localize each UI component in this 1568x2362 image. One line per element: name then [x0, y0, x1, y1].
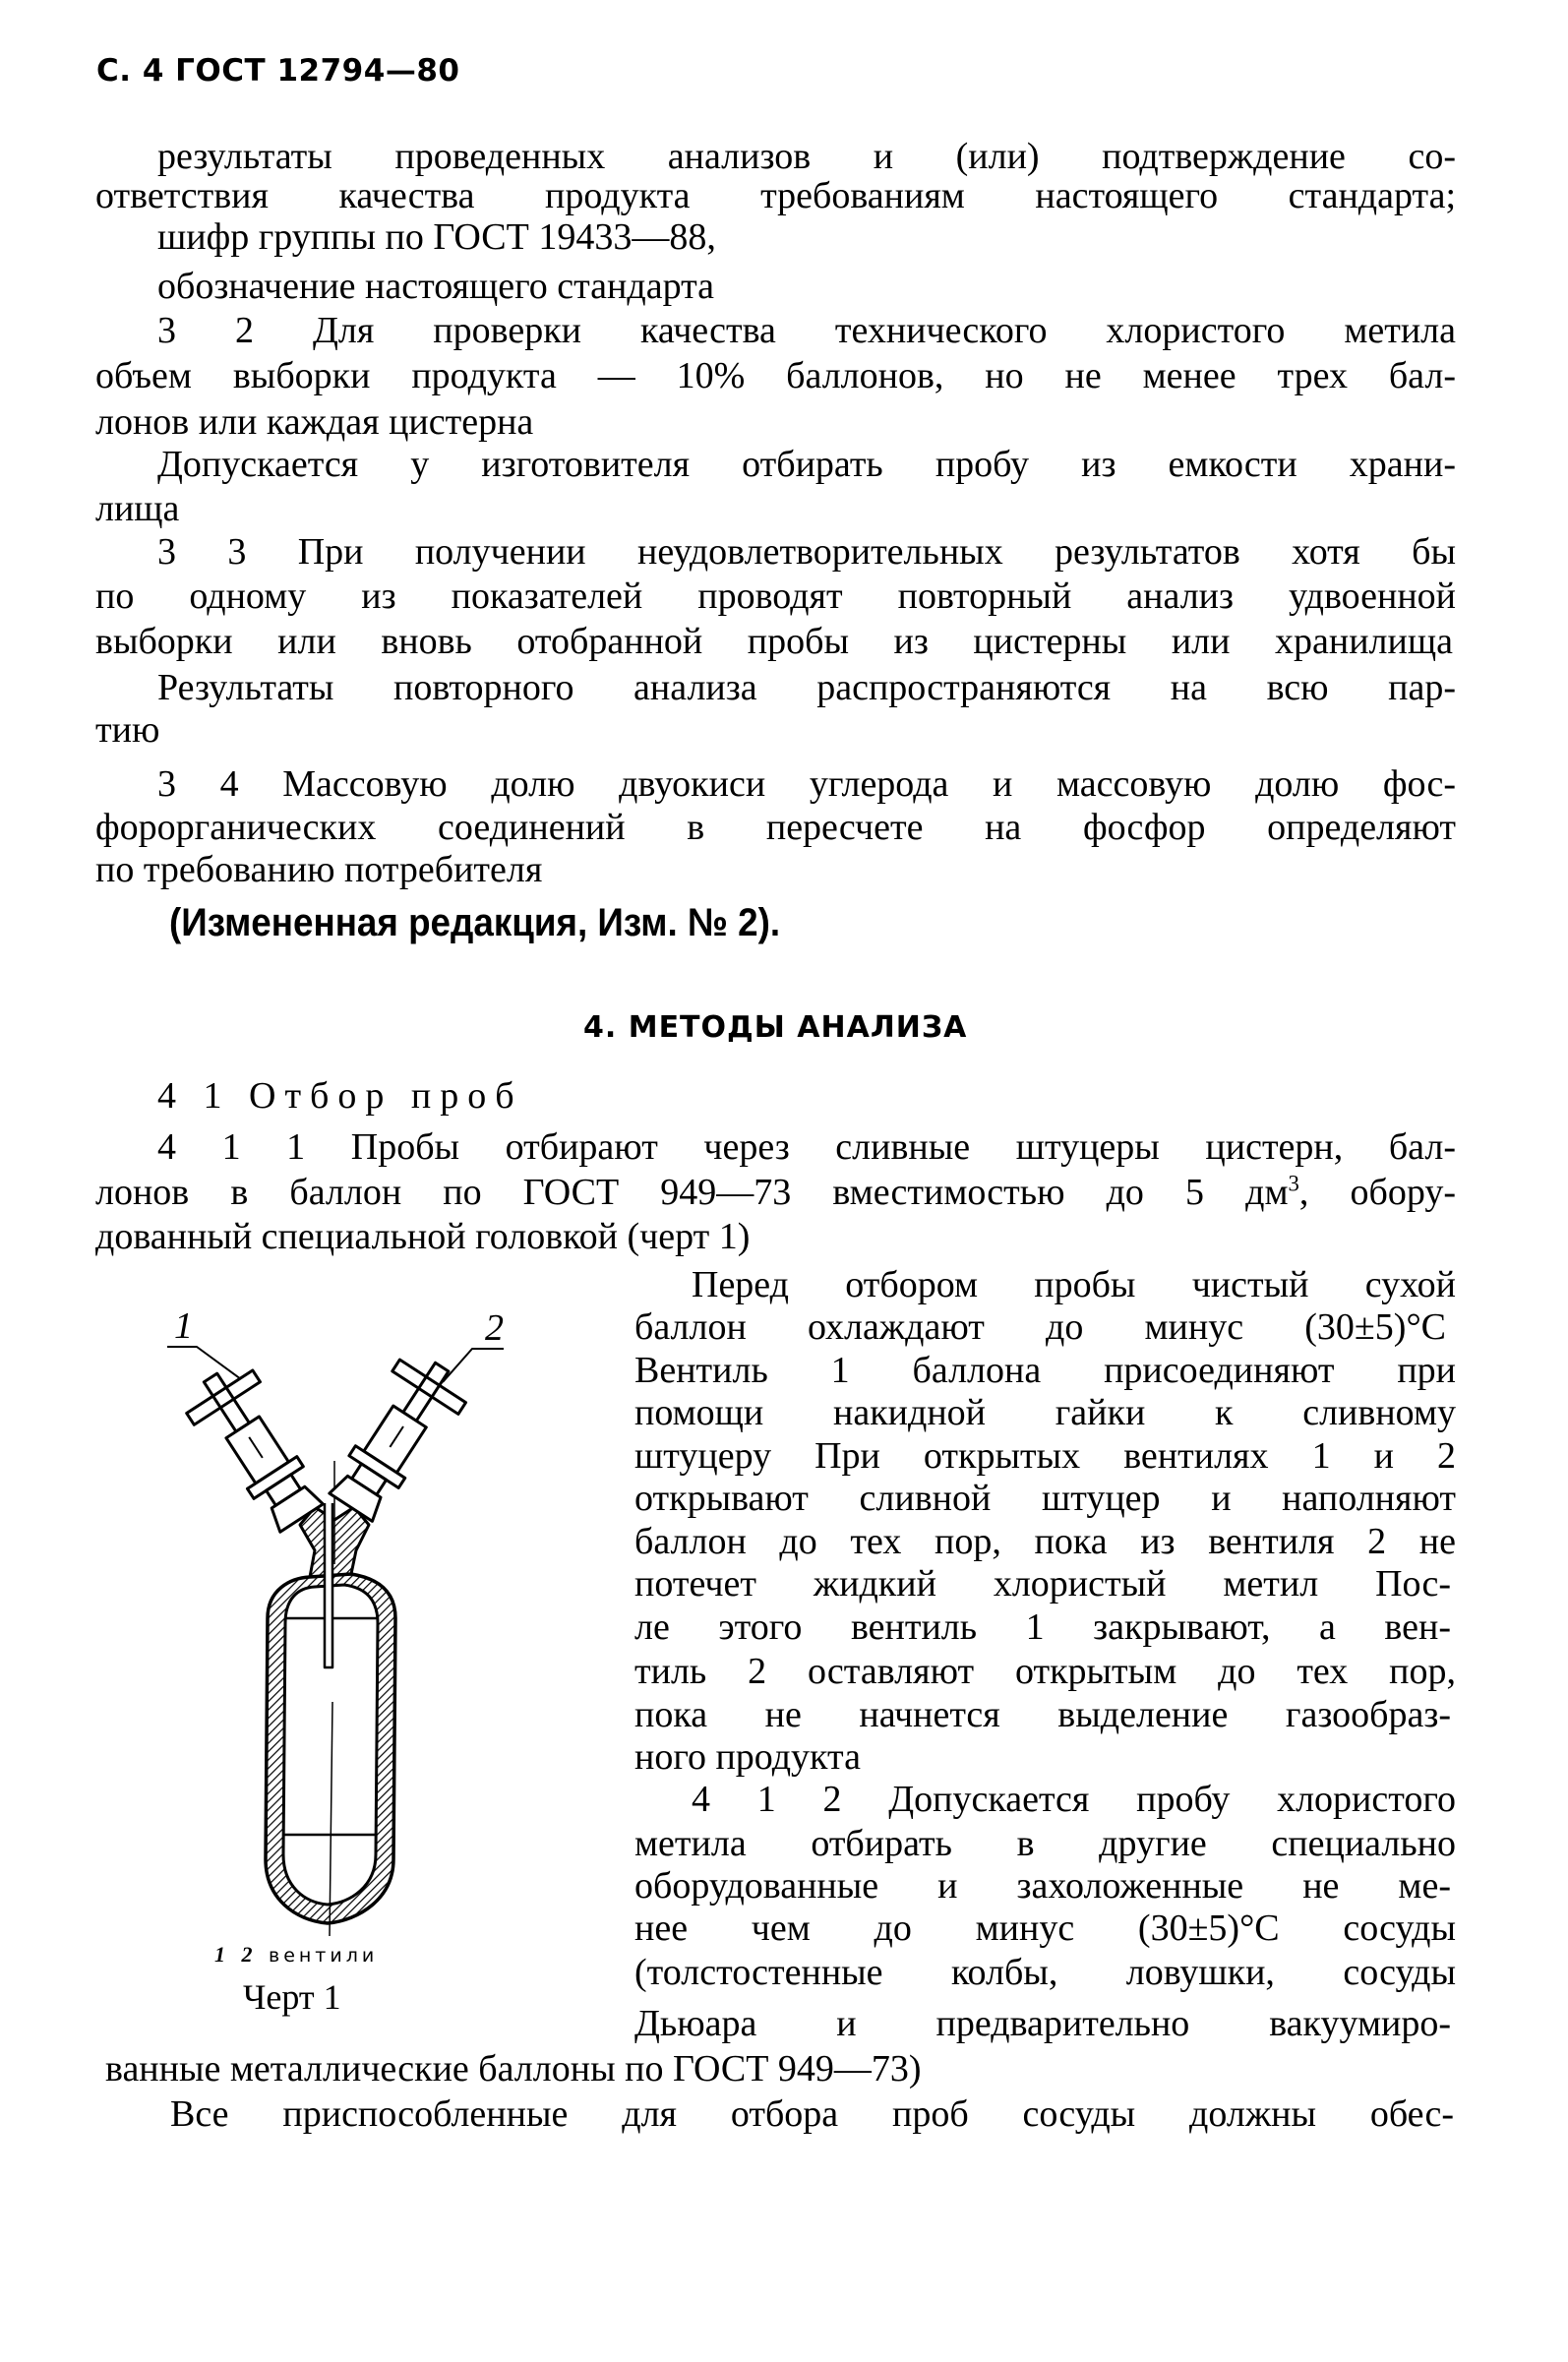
line-text: лонов в баллон по ГОСТ 949—73 вместимостью до 5 дм — [95, 1172, 1289, 1213]
sampling-cylinder-drawing — [148, 1279, 541, 1948]
amendment-note: (Измененная редакция, Изм. № 2). — [169, 901, 781, 944]
clause-4-1-1-line: 4 1 1 Пробы отбирают через сливные штуцеры цистерн, бал- — [157, 1126, 1456, 1168]
paragraph-line: объем выборки продукта — 10% баллонов, но не менее трех бал- — [95, 355, 1456, 396]
subsection-heading: 4 1 Отбор проб — [157, 1075, 523, 1117]
paragraph-line: по одному из показателей проводят повторный анализ удвоенной — [95, 575, 1456, 617]
figure-caption: Черт 1 — [243, 1977, 341, 2017]
legend-number: 2 — [241, 1942, 253, 1967]
paragraph-line: оборудованные и захоложенные не ме- — [634, 1865, 1451, 1907]
valve-1 — [177, 1357, 334, 1540]
paragraph-line: Дьюара и предварительно вакуумиро- — [634, 2003, 1451, 2044]
paragraph-line: (толстостенные колбы, ловушки, сосуды — [634, 1952, 1456, 1993]
paragraph-line: выборки или вновь отобранной пробы из цистерны или хранилища — [95, 621, 1453, 662]
figure-label-1: 1 — [174, 1305, 193, 1347]
paragraph-line: баллон охлаждают до минус (30±5)°С — [634, 1306, 1446, 1348]
section-heading: 4. МЕТОДЫ АНАЛИЗА — [583, 1010, 968, 1045]
paragraph-line: обозначение настоящего стандарта — [157, 266, 715, 307]
paragraph-line: шифр группы по ГОСТ 19433—88, — [157, 216, 716, 258]
superscript: 3 — [1288, 1171, 1299, 1196]
leader-line-1 — [167, 1347, 241, 1379]
clause-3-2-line: 3 2 Для проверки качества технического хлористого метила — [157, 310, 1456, 351]
paragraph-line: штуцеру При открытых вентилях 1 и 2 — [634, 1435, 1456, 1477]
paragraph-line: Вентиль 1 баллона присоединяют при — [634, 1350, 1456, 1391]
legend-number: 1 — [214, 1942, 225, 1967]
paragraph-line: ответствия качества продукта требованиям настоящего стандарта; — [95, 175, 1456, 216]
legend-text: вентили — [269, 1945, 379, 1967]
leader-line-2 — [443, 1349, 504, 1382]
paragraph-line: результаты проведенных анализов и (или) подтверждение со- — [157, 136, 1456, 177]
clause-3-3-line: 3 3 При получении неудовлетворительных результатов хотя бы — [157, 531, 1456, 573]
figure-legend — [214, 1944, 378, 1967]
paragraph-line: Все приспособленные для отбора проб сосуды должны обес- — [170, 2093, 1454, 2135]
paragraph-line: тиль 2 оставляют открытым до тех пор, — [634, 1651, 1456, 1692]
paragraph-line: ванные металлические баллоны по ГОСТ 949—73) — [105, 2048, 922, 2089]
paragraph-line: нее чем до минус (30±5)°С сосуды — [634, 1908, 1456, 1949]
paragraph-line: ного продукта — [634, 1736, 861, 1778]
paragraph-line: пока не начнется выделение газообраз- — [634, 1694, 1451, 1735]
paragraph-line: помощи накидной гайки к сливному — [634, 1392, 1456, 1433]
paragraph-line: открывают сливной штуцер и наполняют — [634, 1478, 1456, 1519]
paragraph-line: дованный специальной головкой (черт 1) — [95, 1216, 751, 1257]
clause-3-4-line: 3 4 Массовую долю двуокиси углерода и массовую долю фос- — [157, 763, 1456, 805]
paragraph-line: по требованию потребителя — [95, 849, 543, 890]
paragraph-line: тию — [95, 709, 160, 751]
paragraph-line: Результаты повторного анализа распространяются на всю пар- — [157, 667, 1456, 708]
paragraph-line: лонов или каждая цистерна — [95, 401, 534, 443]
paragraph-line: баллон до тех пор, пока из вентиля 2 не — [634, 1521, 1456, 1562]
paragraph-line: метила отбирать в другие специально — [634, 1823, 1456, 1864]
paragraph-line: лища — [95, 488, 180, 529]
paragraph-line: ле этого вентиль 1 закрывают, а вен- — [634, 1606, 1451, 1648]
paragraph-line: Допускается у изготовителя отбирать пробу из емкости храни- — [157, 444, 1456, 485]
paragraph-line — [95, 1171, 1456, 1213]
paragraph-line: потечет жидкий хлористый метил Пос- — [634, 1563, 1451, 1605]
line-tail: , обору- — [1298, 1172, 1456, 1213]
running-header: С. 4 ГОСТ 12794—80 — [96, 53, 460, 89]
clause-4-1-2-line: 4 1 2 Допускается пробу хлористого — [692, 1779, 1456, 1820]
figure-label-2: 2 — [485, 1307, 504, 1349]
paragraph-line: Перед отбором пробы чистый сухой — [692, 1264, 1456, 1305]
paragraph-line: форорганических соединений в пересчете на фосфор определяют — [95, 807, 1456, 848]
